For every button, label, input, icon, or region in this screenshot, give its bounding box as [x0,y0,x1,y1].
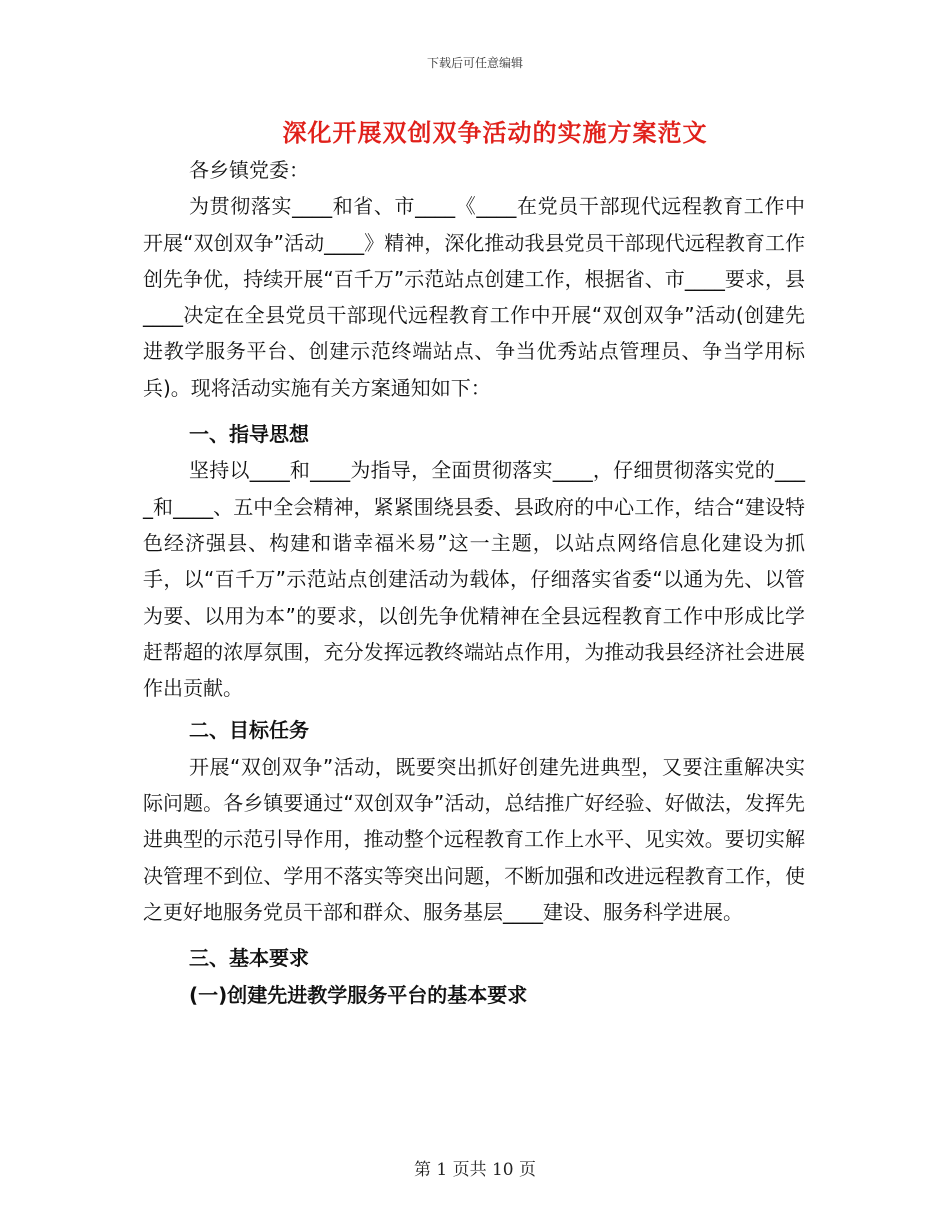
header-note: 下载后可任意编辑 [426,56,523,70]
document-body [143,152,805,1013]
subsection-heading-platform: (一)创建先进教学服务平台的基本要求 [189,982,528,1007]
page-number: 第 1 页共 10 页 [413,1160,537,1180]
section-heading-guiding-ideology: 一、指导思想 [189,422,309,447]
section-body-guiding-ideology: 坚持以____和____为指导，全面贯彻落实____，仔细贯彻落实党的____和____、五中全会精神，紧紧围绕县委、县政府的中心工作，结合“建设特色经济强县、构建和谐幸福米易”这一主题，以站点网络信息化建设为抓手，以“百千万”示范站点创建活动为载体，仔细落实省委“以通为先、以管为要、以用为本”的要求，以创先争优精神在全县远程教育工作中形成比学赶帮超的浓厚氛围，充分发挥远教终端站点作用，为推动我县经济社会进展作出贡献。 [143,458,805,701]
section-body-goals: 开展“双创双争”活动，既要突出抓好创建先进典型，又要注重解决实际问题。各乡镇要通过“双创双争”活动，总结推广好经验、好做法，发挥先进典型的示范引导作用，推动整个远程教育工作上水平、见实效。要切实解决管理不到位、学用不落实等突出问题，不断加强和改进远程教育工作，使之更好地服务党员干部和群众、服务基层____建设、服务科学进展。 [143,754,805,924]
salutation: 各乡镇党委： [189,158,309,182]
intro-paragraph: 为贯彻落实____和省、市____《____在党员干部现代远程教育工作中开展“双创双争”活动____》精神，深化推动我县党员干部现代远程教育工作创先争优，持续开展“百千万”示范站点创建工作，根据省、市____要求，县____决定在全县党员干部现代远程教育工作中开展“双创双争”活动(创建先进教学服务平台、创建示范终端站点、争当优秀站点管理员、争当学用标兵)。现将活动实施有关方案通知如下： [143,194,805,400]
section-heading-goals: 二、目标任务 [189,718,309,743]
document-title: 深化开展双创双争活动的实施方案范文 [282,119,708,147]
section-heading-requirements: 三、基本要求 [189,946,309,971]
